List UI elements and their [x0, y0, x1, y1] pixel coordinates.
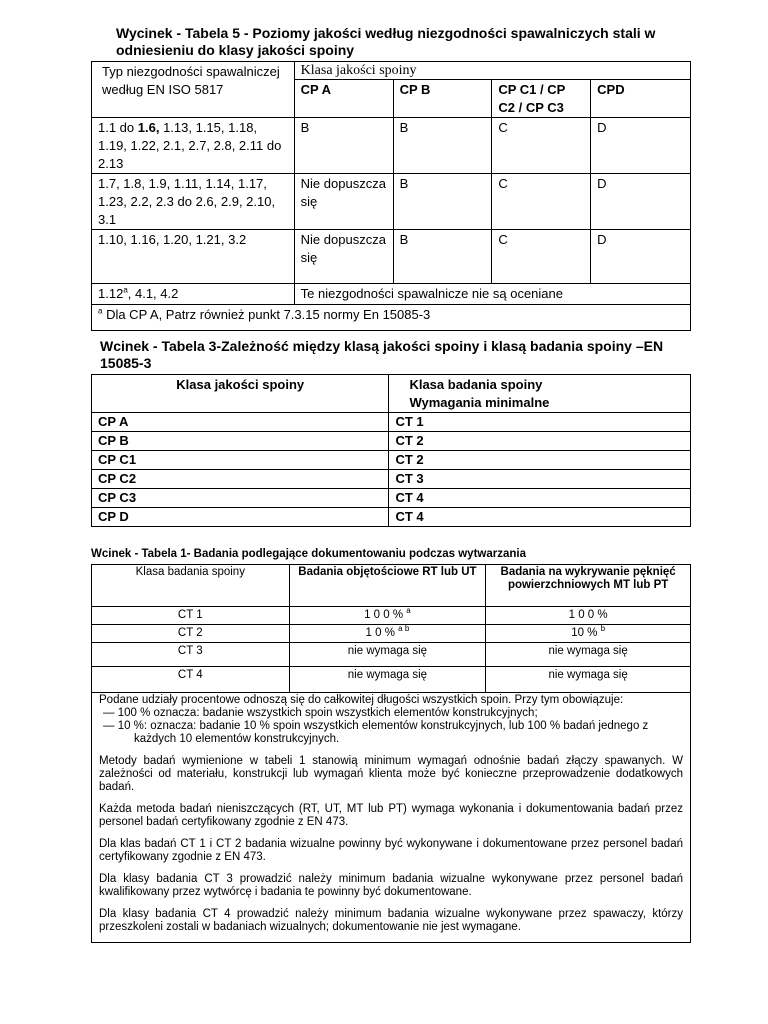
notes-paragraph: Każda metoda badań nieniszczących (RT, UT, MT lub PT) wymaga wykonania i dokumentowania badań przez personel badań certyfikowany zgodnie z EN 473. [99, 803, 683, 828]
table1-class-cell: CT 1 [92, 607, 290, 625]
table-row [92, 607, 691, 625]
table3-quality-cell: CP C2 [92, 470, 389, 489]
notes-paragraph: Metody badań wymienione w tabeli 1 stanowią minimum wymagań odnośnie badań złączy spawanych. W zależności od materiału, konstrukcji lub wymagań klienta może być konieczne przeprowadzenie dodatkowych badań. [99, 755, 683, 793]
table-row [92, 451, 691, 470]
table1-rt-cell: 1 0 0 % $^a$ [289, 607, 486, 625]
table-row [92, 667, 691, 693]
table-row [92, 489, 691, 508]
table3-test-cell: CT 4 [389, 508, 691, 527]
notes-dash-10: — 10 %: oznacza: badanie 10 % spoin wszystkich elementów konstrukcyjnych, lub 100 % badań jednego z [103, 720, 649, 732]
table1-class-cell: CT 2 [92, 625, 290, 643]
table3-test-cell: CT 2 [389, 451, 691, 470]
table-row [92, 508, 691, 527]
table5-cell: D [591, 174, 691, 230]
table1-notes [92, 693, 691, 943]
table1-mt-cell: nie wymaga się [486, 643, 691, 667]
table5-col-cpc: CP C1 / CP C2 / CP C3 [492, 80, 591, 118]
table5-cell: D [591, 230, 691, 284]
table3-quality-cell: CP C1 [92, 451, 389, 470]
table1 [91, 564, 691, 943]
table5-row2-type: 1.7, 1.8, 1.9, 1.11, 1.14, 1.17, 1.23, 2.2, 2.3 do 2.6, 2.9, 2.10, 3.1 [92, 174, 295, 230]
table3-test-cell: CT 2 [389, 432, 691, 451]
table5-cell: C [492, 174, 591, 230]
table-row [92, 625, 691, 643]
table5-row [92, 118, 691, 174]
table-row [92, 643, 691, 667]
table3-header-test-line1: Klasa badania spoiny [409, 377, 543, 392]
table5-row4-type: 1.12$^a$, 4.1, 4.2 [92, 284, 295, 305]
notes-dash-10-cont: każdych 10 elementów konstrukcyjnych. [134, 733, 340, 745]
table3-header-test-line2: Wymagania minimalne [409, 395, 550, 410]
table5-cell: B [393, 118, 492, 174]
table5-cell: B [294, 118, 393, 174]
table3-quality-cell: CP B [92, 432, 389, 451]
table3-header-test [389, 375, 691, 413]
table3-quality-cell: CP C3 [92, 489, 389, 508]
table5 [91, 61, 691, 331]
notes-dash-100: — 100 % oznacza: badanie wszystkich spoin wszystkich elementów konstrukcyjnych; [103, 707, 538, 719]
table1-rt-cell: nie wymaga się [289, 667, 486, 693]
table3-test-cell: CT 3 [389, 470, 691, 489]
table1-class-cell: CT 3 [92, 643, 290, 667]
table5-title: Wycinek - Tabela 5 - Poziomy jakości według niezgodności spawalniczych stali w odniesieniu do klasy jakości spoiny [116, 25, 656, 58]
table5-header-type [92, 62, 295, 118]
table5-col-cpa: CP A [294, 80, 393, 118]
table1-mt-cell: 1 0 0 % [486, 607, 691, 625]
table3-title: Wcinek - Tabela 3-Zależność między klasą jakości spoiny i klasą badania spoiny –EN 15085-3 [100, 338, 664, 371]
table3-test-cell: CT 4 [389, 489, 691, 508]
table3-test-cell: CT 1 [389, 413, 691, 432]
table5-cell: C [492, 118, 591, 174]
table5-cell: B [393, 174, 492, 230]
table3-quality-cell: CP D [92, 508, 389, 527]
table5-row [92, 174, 691, 230]
table1-header-class: Klasa badania spoiny [92, 565, 290, 607]
table5-row3-type: 1.10, 1.16, 1.20, 1.21, 3.2 [92, 230, 295, 284]
notes-paragraph: Dla klasy badania CT 3 prowadzić należy minimum badania wizualne wykonywane przez personel badań kwalifikowany przez wytwórcę i badania te powinny być dokumentowane. [99, 873, 683, 898]
table3-header-quality: Klasa jakości spoiny [92, 375, 389, 413]
table5-col-cpb: CP B [393, 80, 492, 118]
table5-row4-text: Te niezgodności spawalnicze nie są oceniane [294, 284, 690, 305]
table5-cell: B [393, 230, 492, 284]
table5-row1-type: 1.1 do 1.6, 1.13, 1.15, 1.18, 1.19, 1.22, 2.1, 2.7, 2.8, 2.11 do 2.13 [92, 118, 295, 174]
table5-footnote: $^a$ Dla CP A, Patrz również punkt 7.3.15 normy En 15085-3 [92, 305, 691, 331]
table1-rt-cell: nie wymaga się [289, 643, 486, 667]
table1-header-mt: Badania na wykrywanie pęknięć powierzchniowych MT lub PT [486, 565, 691, 607]
table5-cell: C [492, 230, 591, 284]
notes-paragraph: Dla klas badań CT 1 i CT 2 badania wizualne powinny być wykonywane i dokumentowane przez personel badań certyfikowany zgodnie z EN 473. [99, 838, 683, 863]
table5-col-cpd: CPD [591, 80, 691, 118]
table5-cell: Nie dopuszcza się [294, 230, 393, 284]
table-row [92, 413, 691, 432]
table5-row [92, 284, 691, 305]
table-row [92, 432, 691, 451]
table3 [91, 374, 691, 527]
table5-header-type-text: Typ niezgodności spawalniczej według EN ISO 5817 [102, 64, 280, 97]
table-row [92, 470, 691, 489]
table5-header-class: Klasa jakości spoiny [294, 62, 690, 80]
table5-cell: D [591, 118, 691, 174]
table1-rt-cell: 1 0 % $^{a b}$ [289, 625, 486, 643]
table5-cell: Nie dopuszcza się [294, 174, 393, 230]
table5-row [92, 230, 691, 284]
notes-intro: Podane udziały procentowe odnoszą się do całkowitej długości wszystkich spoin. Przy tym obowiązuje: [99, 694, 624, 706]
table1-header-rt: Badania objętościowe RT lub UT [289, 565, 486, 607]
table1-mt-cell: nie wymaga się [486, 667, 691, 693]
notes-paragraph: Dla klasy badania CT 4 prowadzić należy minimum badania wizualne wykonywane przez spawaczy, którzy przeszkoleni zostali w badaniach wizualnych; dokumentowanie nie jest wymagane. [99, 908, 683, 933]
table1-mt-cell: 10 % $^b$ [486, 625, 691, 643]
table1-title: Wcinek - Tabela 1- Badania podlegające dokumentowaniu podczas wytwarzania [91, 548, 526, 560]
table1-class-cell: CT 4 [92, 667, 290, 693]
table3-quality-cell: CP A [92, 413, 389, 432]
